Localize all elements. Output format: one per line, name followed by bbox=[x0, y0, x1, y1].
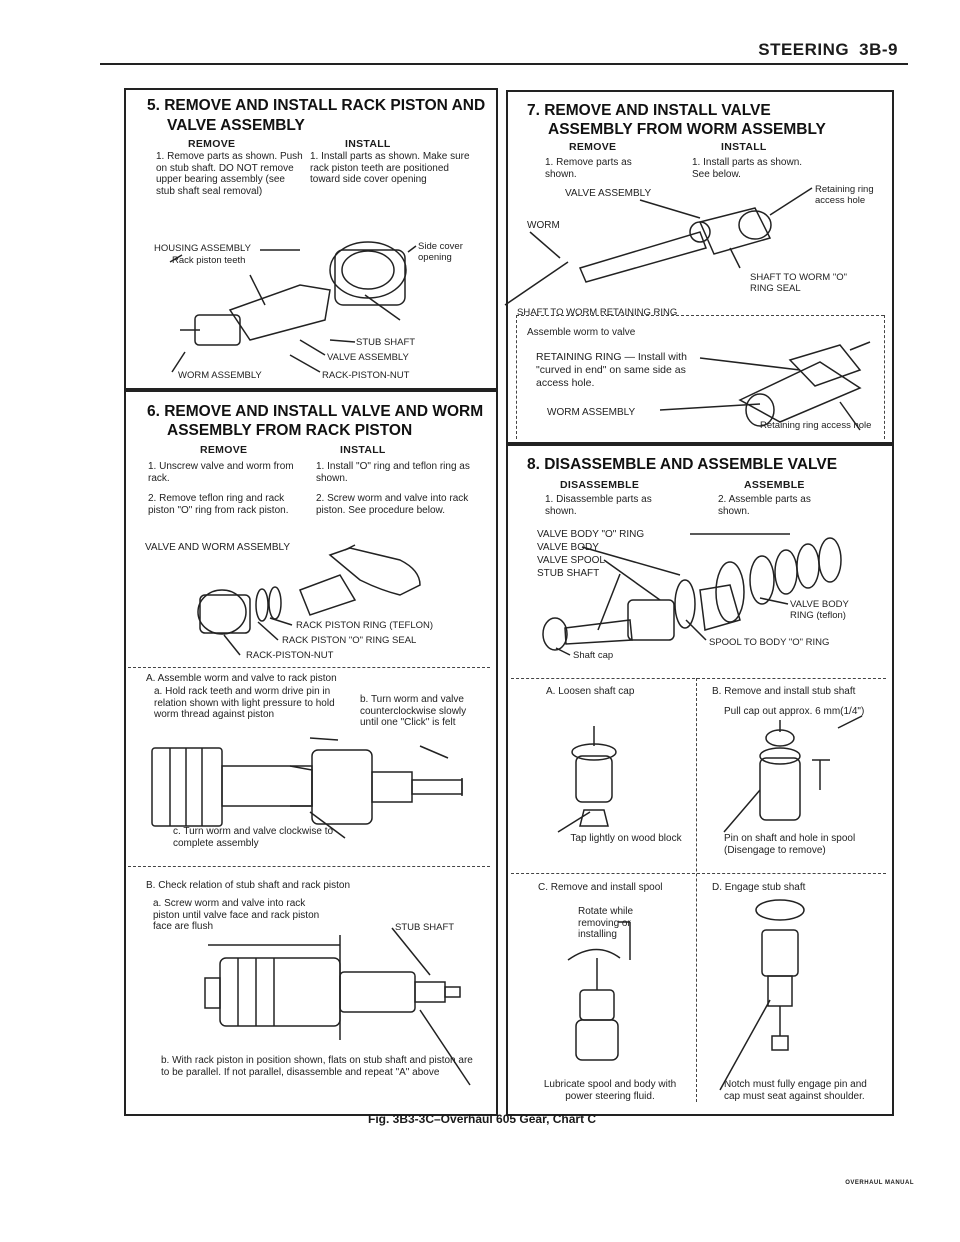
step-8c-note: Lubricate spool and body with power steering fluid. bbox=[543, 1079, 677, 1102]
worm-assembly-label: WORM ASSEMBLY bbox=[178, 370, 262, 381]
page-number: 3B-9 bbox=[859, 40, 898, 59]
o-ring-seal-label: RACK PISTON "O" RING SEAL bbox=[282, 635, 417, 646]
section-7-remove-text: 1. Remove parts as shown. bbox=[545, 157, 632, 180]
teflon-ring-label: RACK PISTON RING (TEFLON) bbox=[296, 620, 434, 631]
worm-assembly-label-7: WORM ASSEMBLY bbox=[547, 407, 636, 418]
section-5-install-head: INSTALL bbox=[345, 138, 391, 150]
section-6-remove-head: REMOVE bbox=[200, 444, 248, 456]
spool-oring-label: SPOOL TO BODY "O" RING bbox=[709, 637, 830, 648]
step-8d-note: Notch must fully engage pin and cap must seat against shoulder. bbox=[724, 1079, 867, 1102]
step-a: A. Assemble worm and valve to rack piston bbox=[146, 673, 337, 684]
section-7-title-1: 7. REMOVE AND INSTALL VALVE bbox=[527, 102, 771, 119]
section-5-title-1: 5. REMOVE AND INSTALL RACK PISTON AND bbox=[147, 97, 486, 114]
step-8a: A. Loosen shaft cap bbox=[546, 686, 635, 697]
access-hole-label: Retaining ring access hole bbox=[760, 420, 872, 431]
section-8-dis-head: DISASSEMBLE bbox=[560, 479, 640, 491]
section-8-title: 8. DISASSEMBLE AND ASSEMBLE VALVE bbox=[527, 456, 838, 473]
valve-body-oring-label: VALVE BODY "O" RING bbox=[537, 529, 645, 540]
section-5-title-2: VALVE ASSEMBLY bbox=[167, 117, 305, 134]
section-6-title-1: 6. REMOVE AND INSTALL VALVE AND WORM bbox=[147, 403, 484, 420]
rack-teeth-label: Rack piston teeth bbox=[172, 255, 246, 266]
shaft-cap-label: Shaft cap bbox=[573, 650, 614, 661]
valve-assembly-label-7: VALVE ASSEMBLY bbox=[565, 188, 652, 199]
section-6-remove-1: 1. Unscrew valve and worm from rack. bbox=[148, 461, 294, 484]
step-b-b: b. With rack piston in position shown, flats on stub shaft and piston are to be parallel. If not parallel, disassemble and repeat "A" above bbox=[161, 1055, 473, 1078]
section-6-remove-2: 2. Remove teflon ring and rack piston "O" ring from rack piston. bbox=[148, 493, 289, 516]
valve-worm-label: VALVE AND WORM ASSEMBLY bbox=[145, 542, 291, 553]
retaining-ring-label: Retaining ring access hole bbox=[815, 184, 874, 206]
step-8d: D. Engage stub shaft bbox=[712, 882, 806, 893]
valve-body-ring-label: VALVE BODY RING (teflon) bbox=[790, 599, 849, 621]
section-6-install-head: INSTALL bbox=[340, 444, 386, 456]
section-6-install-1: 1. Install "O" ring and teflon ring as shown. bbox=[316, 461, 470, 484]
section-8-dis-text: 1. Disassemble parts as shown. bbox=[545, 494, 652, 517]
section-7-install-head: INSTALL bbox=[721, 141, 767, 153]
stub-shaft-label-8: STUB SHAFT bbox=[537, 568, 600, 579]
step-b-a: a. Screw worm and valve into rack piston until valve face and rack piston face are flush bbox=[153, 898, 320, 932]
step-8b-pull: Pull cap out approx. 6 mm(1/4") bbox=[724, 706, 865, 717]
section-6-title-2: ASSEMBLY FROM RACK PISTON bbox=[167, 422, 413, 439]
step-b: B. Check relation of stub shaft and rack piston bbox=[146, 880, 350, 891]
section-5-remove-text: 1. Remove parts as shown. Push on stub shaft. DO NOT remove upper bearing assembly (see stub shaft seal removal) bbox=[156, 151, 303, 197]
retaining-ring-install-text: RETAINING RING — Install with "curved in end" on same side as access hole. bbox=[536, 351, 687, 389]
section-6-install-2: 2. Screw worm and valve into rack piston. See procedure below. bbox=[316, 493, 469, 516]
section-5-install-text: 1. Install parts as shown. Make sure rack piston teeth are positioned toward side cover opening bbox=[310, 151, 470, 185]
step-a-c: c. Turn worm and valve clockwise to complete assembly bbox=[173, 826, 334, 849]
assemble-worm-text: Assemble worm to valve bbox=[527, 327, 636, 338]
section-7-install-text: 1. Install parts as shown. See below. bbox=[692, 157, 803, 180]
section-8-as-text: 2. Assemble parts as shown. bbox=[718, 494, 811, 517]
figure-caption: Fig. 3B3-3C–Overhaul 605 Gear, Chart C bbox=[368, 1112, 597, 1126]
step-8b: B. Remove and install stub shaft bbox=[712, 686, 856, 697]
rack-piston-nut-label-2: RACK-PISTON-NUT bbox=[246, 650, 334, 661]
shaft-retaining-label: SHAFT TO WORM RETAINING RING bbox=[517, 307, 678, 318]
step-8c-rotate: Rotate while removing or installing bbox=[578, 906, 634, 940]
step-8b-note: Pin on shaft and hole in spool (Disengage to remove) bbox=[724, 833, 856, 856]
worm-label: WORM bbox=[527, 220, 560, 231]
valve-assembly-label: VALVE ASSEMBLY bbox=[327, 352, 409, 363]
step-a-a: a. Hold rack teeth and worm drive pin in relation shown with light pressure to hold worm thread against piston bbox=[154, 686, 335, 720]
shaft-oring-label: SHAFT TO WORM "O" RING SEAL bbox=[750, 272, 847, 294]
step-8a-note: Tap lightly on wood block bbox=[570, 833, 682, 844]
side-cover-label: Side cover opening bbox=[418, 241, 463, 263]
step-8c: C. Remove and install spool bbox=[538, 882, 663, 893]
section-title: STEERING bbox=[758, 40, 850, 59]
footer-label: OVERHAUL MANUAL bbox=[845, 1180, 914, 1186]
section-5-remove-head: REMOVE bbox=[188, 138, 236, 150]
stub-shaft-label: STUB SHAFT bbox=[356, 337, 416, 348]
step-a-b: b. Turn worm and valve counterclockwise slowly until one "Click" is felt bbox=[360, 694, 467, 728]
section-7-title-2: ASSEMBLY FROM WORM ASSEMBLY bbox=[548, 121, 826, 138]
valve-spool-label: VALVE SPOOL bbox=[537, 555, 605, 566]
stub-shaft-label-2: STUB SHAFT bbox=[395, 922, 455, 933]
section-8-as-head: ASSEMBLE bbox=[744, 479, 805, 491]
housing-label: HOUSING ASSEMBLY bbox=[154, 243, 251, 254]
valve-body-label: VALVE BODY bbox=[537, 542, 599, 553]
section-7-remove-head: REMOVE bbox=[569, 141, 617, 153]
rack-piston-nut-label: RACK-PISTON-NUT bbox=[322, 370, 410, 381]
